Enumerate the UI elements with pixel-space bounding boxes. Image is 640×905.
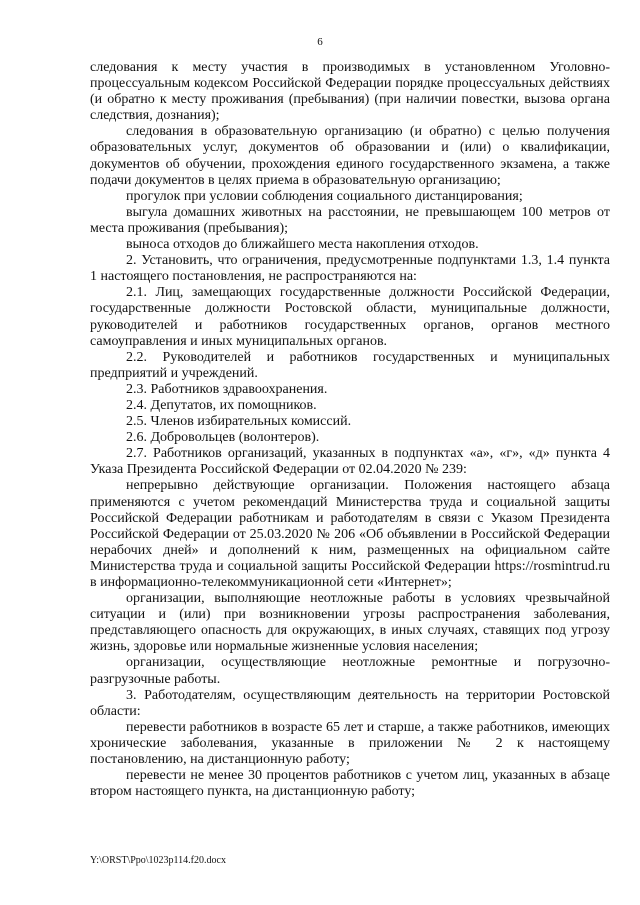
paragraph: организации, осуществляющие неотложные ремонтные и погрузочно-разгрузочные работы.: [90, 655, 610, 687]
paragraph: выноса отходов до ближайшего места накопления отходов.: [126, 237, 479, 253]
file-path-footer: Y:\ORST\Ppo\1023p114.f20.docx: [90, 855, 226, 866]
paragraph: выгула домашних животных на расстоянии, не превышающем 100 метров от места проживания (пребывания);: [90, 204, 610, 236]
paragraph: перевести работников в возрасте 65 лет и старше, а также работников, имеющих хронические заболевания, указанные в приложении № 2 к настоящему постановлению, на дистанционную работу;: [90, 719, 610, 768]
paragraph: 2.6. Добровольцев (волонтеров).: [126, 430, 320, 446]
paragraph: следования к месту участия в производимых в установленном Уголовно-процессуальным кодексом Российской Федерации порядке процессуальных действиях (и обратно к месту проживания (пребывания) (при наличии повестки, вызова органа следствия, дознания);: [90, 60, 610, 124]
paragraph: 2.5. Членов избирательных комиссий.: [126, 414, 352, 430]
document-body: [90, 60, 610, 800]
paragraph: 2.3. Работников здравоохранения.: [126, 381, 328, 397]
paragraph: 2. Установить, что ограничения, предусмотренные подпунктами 1.3, 1.4 пункта 1 настоящего постановления, не распространяются на:: [90, 253, 610, 285]
paragraph: прогулок при условии соблюдения социального дистанцирования;: [126, 188, 523, 204]
paragraph: 2.7. Работников организаций, указанных в подпунктах «а», «г», «д» пункта 4 Указа Президента Российской Федерации от 02.04.2020 № 239:: [90, 446, 610, 478]
paragraph: 3. Работодателям, осуществляющим деятельность на территории Ростовской области:: [90, 687, 610, 719]
paragraph: 2.1. Лиц, замещающих государственные должности Российской Федерации, государственные должности Ростовской области, муниципальные должности, руководителей и работников государственных органов, органов местного самоуправления и иных муниципальных органов.: [90, 285, 610, 349]
paragraph: непрерывно действующие организации. Положения настоящего абзаца применяются с учетом рекомендаций Министерства труда и социальной защиты Российской Федерации работникам и работодателям в связи с Указом Президента Российской Федерации от 25.03.2020 № 206 «Об объявлении в Российской Федерации нерабочих дней» и дополнений к ним, размещенных на официальном сайте Министерства труда и социальной защиты Российской Федерации https://rosmintrud.ru в информационно-телекоммуникационной сети «Интернет»;: [90, 478, 610, 590]
page-number: 6: [317, 36, 323, 48]
paragraph: следования в образовательную организацию (и обратно) с целью получения образовательных услуг, документов об образовании и (или) о квалификации, документов об обучении, прохождения единого государственного экзамена, а также подачи документов в целях приема в образовательную организацию;: [90, 124, 610, 188]
paragraph: 2.4. Депутатов, их помощников.: [126, 397, 317, 413]
paragraph: перевести не менее 30 процентов работников с учетом лиц, указанных в абзаце втором настоящего пункта, на дистанционную работу;: [90, 768, 610, 800]
paragraph: 2.2. Руководителей и работников государственных и муниципальных предприятий и учреждений.: [90, 349, 610, 381]
paragraph: организации, выполняющие неотложные работы в условиях чрезвычайной ситуации и (или) при возникновении угрозы распространения заболевания, представляющего опасность для окружающих, в иных случаях, ставящих под угрозу жизнь, здоровье или нормальные жизненные условия населения;: [90, 591, 610, 655]
